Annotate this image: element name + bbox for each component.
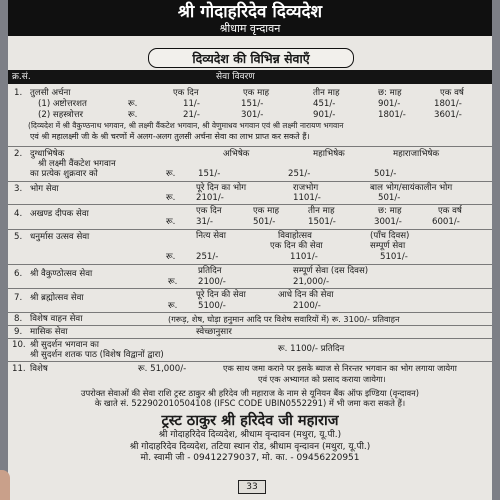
row-serial: 8. <box>14 314 23 324</box>
price-value: 501/- <box>374 169 397 179</box>
row-serial: 5. <box>14 232 23 242</box>
trust-title: ट्रस्ट ठाकुर श्री हरिदेव जी महाराज <box>161 413 339 429</box>
price-value: 151/- <box>241 99 264 109</box>
row-serial: 11. <box>12 364 26 374</box>
price-value: 1801/- <box>434 99 462 109</box>
currency-label: रू. <box>166 252 176 262</box>
row-service-name: दुग्धाभिषेक <box>30 149 65 159</box>
table-row <box>8 147 492 182</box>
price-value: 151/- <box>198 169 221 179</box>
col-header: तीन माह <box>308 206 335 216</box>
currency-label: रू. <box>166 193 176 203</box>
row-serial: 3. <box>14 184 23 194</box>
col-header: एक वर्ष <box>438 206 462 216</box>
sub-service-name: (2) सहस्त्रोत्तर <box>38 110 84 120</box>
price-value: 301/- <box>241 110 264 120</box>
col-header: एक दिन की सेवा <box>270 241 323 251</box>
row-detail: एवं एक अभ्यागत को प्रसाद कराया जायेगा। <box>258 374 386 384</box>
row-service-name: श्री ब्रह्मोत्सव सेवा <box>30 293 84 303</box>
price-value: 451/- <box>313 99 336 109</box>
col-header: महाराजाभिषेक <box>393 149 440 159</box>
col-header: महाभिषेक <box>313 149 345 159</box>
price-value: 2101/- <box>196 193 224 203</box>
row-serial: 7. <box>14 293 23 303</box>
price-value: 251/- <box>196 252 219 262</box>
header-serial: क्र.सं. <box>12 72 31 82</box>
row-service-name: धनुर्मास उत्सव सेवा <box>30 232 90 242</box>
col-header: एक वर्ष <box>440 88 464 98</box>
sub-service-name: (1) अष्टोत्तरशत <box>38 99 87 109</box>
price-value: 501/- <box>378 193 401 203</box>
row-service-name: श्री वैकुण्ठोत्सव सेवा <box>30 269 93 279</box>
price-value: 1101/- <box>293 193 321 203</box>
section-title: दिव्यदेश की विभिन्न सेवाएँ <box>148 48 354 68</box>
price-value: 6001/- <box>432 217 460 227</box>
col-header: अभिषेक <box>223 149 250 159</box>
col-header: पूरे दिन की सेवा <box>196 290 246 300</box>
col-header: सम्पूर्ण सेवा (दस दिवस) <box>293 266 369 276</box>
price-value: 3601/- <box>434 110 462 120</box>
price-value: 901/- <box>378 99 401 109</box>
col-header: सम्पूर्ण सेवा <box>370 241 406 251</box>
col-header: एक दिन <box>173 88 199 98</box>
table-row <box>8 313 492 326</box>
row-serial: 4. <box>14 209 23 219</box>
row-detail: रू. 1100/- प्रतिदिन <box>278 344 345 354</box>
row-service-name: श्री सुदर्शन भगवान का <box>30 340 99 350</box>
row-note: (दिव्यदेश में श्री वैकुण्ठनाथ भगवान, श्री लक्ष्मी वैंकटेश भगवान, श्री वेणुमाधव भगवान एवं श्री लक्ष्मी नारायण भगवान <box>28 121 344 130</box>
col-header: राजभोग <box>293 183 319 193</box>
col-header: विवाहोत्सव <box>278 231 312 241</box>
bank-note <box>8 388 492 408</box>
price-value: 31/- <box>196 217 213 227</box>
table-row <box>8 205 492 230</box>
price-value: 251/- <box>288 169 311 179</box>
table-row <box>8 339 492 362</box>
price-value: 3001/- <box>374 217 402 227</box>
bank-note-line: के खाते सं. 522902010504108 (IFSC CODE UBIN0552291) में भी जमा करा सकते हैं। <box>94 398 406 408</box>
table-header <box>8 70 492 84</box>
thumb-edge <box>0 470 10 500</box>
price-value: रू. 51,000/- <box>138 364 187 374</box>
col-header: एक माह <box>253 206 280 216</box>
row-service-name: भोग सेवा <box>30 184 59 194</box>
price-value: 2100/- <box>198 277 226 287</box>
row-serial: 2. <box>14 149 23 159</box>
currency-label: रू. <box>166 169 176 179</box>
col-header: तीन माह <box>313 88 340 98</box>
table-row <box>8 362 492 386</box>
page-title: श्री गोदाहरिदेव दिव्यदेश <box>177 2 323 22</box>
brochure-page <box>8 0 492 500</box>
page-subtitle: श्रीधाम वृन्दावन <box>219 22 281 35</box>
row-serial: 1. <box>14 88 23 98</box>
row-service-name: विशेष <box>30 364 48 374</box>
trust-address: श्री गोदाहरिदेव दिव्यदेश, श्रीधाम वृन्दावन (मथुरा, यू.पी.) <box>158 430 342 440</box>
header-band <box>8 0 492 36</box>
row-service-name: श्री सुदर्शन शतक पाठ (विशेष विद्वानों द्वारा) <box>30 350 164 360</box>
header-description: सेवा विवरण <box>216 72 255 82</box>
row-service-name: तुलसी अर्चना <box>30 88 71 98</box>
currency-label: रू. <box>128 110 138 120</box>
col-header: एक दिन <box>196 206 222 216</box>
price-value: 1501/- <box>308 217 336 227</box>
price-value: 11/- <box>183 99 200 109</box>
trust-block <box>8 412 492 465</box>
table-row <box>8 182 492 205</box>
row-serial: 6. <box>14 269 23 279</box>
col-header: (पाँच दिवस) <box>370 231 410 241</box>
currency-label: रू. <box>168 277 178 287</box>
page-number: 33 <box>238 480 266 494</box>
col-header: नित्य सेवा <box>196 231 227 241</box>
row-service-name: मासिक सेवा <box>30 327 68 337</box>
col-header: छ: माह <box>378 206 402 216</box>
price-value: 501/- <box>253 217 276 227</box>
col-header: पूरे दिन का भोग <box>196 183 247 193</box>
row-serial: 9. <box>14 327 23 337</box>
col-header: छ: माह <box>378 88 402 98</box>
table-row <box>8 265 492 289</box>
col-header: आधे दिन की सेवा <box>278 290 334 300</box>
row-service-name: श्री लक्ष्मी वैंकटेश भगवान <box>38 159 116 169</box>
row-service-name: का प्रत्येक शुक्रवार को <box>30 169 98 179</box>
row-detail: स्वेच्छानुसार <box>196 327 232 337</box>
currency-label: रू. <box>128 99 138 109</box>
currency-label: रू. <box>166 217 176 227</box>
price-value: 5101/- <box>380 252 408 262</box>
table-row <box>8 326 492 339</box>
row-note: एवं श्री महालक्ष्मी जी के श्री चरणों में अलग-अलग तुलसी अर्चना सेवा का लाभ प्राप्त कर सकते हैं। <box>30 132 310 141</box>
price-value: 5100/- <box>198 301 226 311</box>
table-row <box>8 230 492 265</box>
currency-label: रू. <box>168 301 178 311</box>
table-row <box>8 289 492 313</box>
table-row <box>8 86 492 147</box>
col-header: प्रतिदिन <box>198 266 222 276</box>
price-value: 1101/- <box>290 252 318 262</box>
row-detail: (गरूड़, शेष, घोड़ा हनुमान आदि पर विशेष सवारियों में) रू. 3100/- प्रतिवाहन <box>168 314 400 324</box>
row-serial: 10. <box>12 340 26 350</box>
col-header: बाल भोग/सायंकालीन भोग <box>370 183 453 193</box>
row-service-name: अखण्ड दीपक सेवा <box>30 209 89 219</box>
price-value: 2100/- <box>293 301 321 311</box>
row-service-name: विशेष वाहन सेवा <box>30 314 83 324</box>
row-detail: एक साथ जमा कराने पर इसके ब्याज से निरन्तर भगवान का भोग लगाया जायेगा <box>223 363 457 373</box>
price-value: 21,000/- <box>293 277 330 287</box>
trust-phone: मो. स्वामी जी - 09412279037, मो. का. - 09456220951 <box>140 453 360 463</box>
price-value: 901/- <box>313 110 336 120</box>
price-value: 1801/- <box>378 110 406 120</box>
bank-note-line: उपरोक्त सेवाओं की सेवा राशि ट्रस्ट ठाकुर श्री हरिदेव जी महाराज के नाम से यूनियन बैंक ऑफ इण्डिया (वृन्दावन) <box>80 388 420 398</box>
trust-address: श्री गोदाहरिदेव दिव्यदेश, तटिया स्थान रोड, श्रीधाम वृन्दावन (मथुरा, यू.पी.) <box>129 441 371 452</box>
price-value: 21/- <box>183 110 200 120</box>
col-header: एक माह <box>243 88 270 98</box>
